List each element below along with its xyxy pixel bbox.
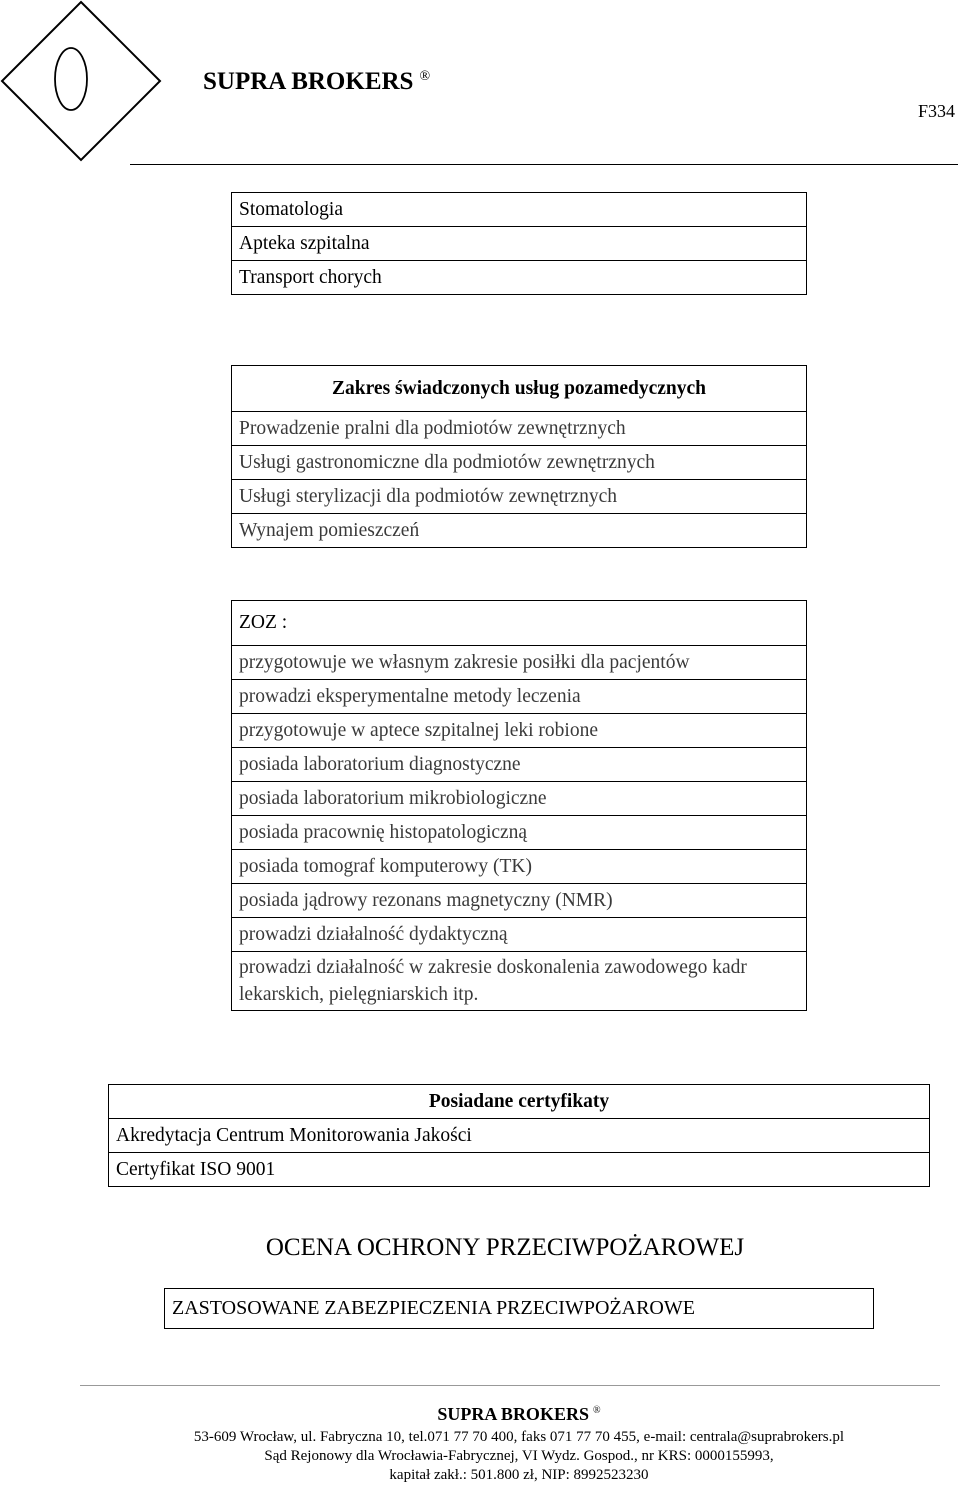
department-row: Apteka szpitalna — [232, 227, 807, 261]
fire-protection-subtitle: ZASTOSOWANE ZABEZPIECZENIA PRZECIWPOŻAROWE — [165, 1289, 874, 1329]
department-row: Transport chorych — [232, 261, 807, 295]
company-logo — [0, 0, 162, 162]
service-row: Usługi sterylizacji dla podmiotów zewnętrznych — [232, 480, 807, 514]
registered-mark: ® — [592, 1405, 601, 1416]
zoz-table — [231, 600, 807, 1011]
registered-mark: ® — [419, 68, 431, 84]
service-row: Usługi gastronomiczne dla podmiotów zewnętrznych — [232, 446, 807, 480]
service-row: Wynajem pomieszczeń — [232, 514, 807, 548]
zoz-row: przygotowuje we własnym zakresie posiłki dla pacjentów — [232, 646, 807, 680]
zoz-row: przygotowuje w aptece szpitalnej leki robione — [232, 714, 807, 748]
certificates-table — [108, 1084, 930, 1187]
footer-registry: Sąd Rejonowy dla Wrocławia-Fabrycznej, VI Wydz. Gospod., nr KRS: 0000155993, — [264, 1448, 774, 1464]
zoz-row: prowadzi działalność dydaktyczną — [232, 918, 807, 952]
zoz-row: posiada jądrowy rezonans magnetyczny (NMR) — [232, 884, 807, 918]
non-medical-services-table — [231, 365, 807, 548]
section-title: Posiadane certyfikaty — [109, 1085, 930, 1119]
fire-protection-title: OCENA OCHRONY PRZECIWPOŻAROWEJ — [265, 1234, 745, 1261]
fire-protection-subtitle-box — [164, 1288, 874, 1329]
header-divider — [130, 164, 958, 165]
zoz-row: posiada pracownię histopatologiczną — [232, 816, 807, 850]
zoz-row: prowadzi działalność w zakresie doskonalenia zawodowego kadr lekarskich, pielęgniarskich itp. — [232, 952, 807, 1011]
zoz-row: posiada tomograf komputerowy (TK) — [232, 850, 807, 884]
section-title: ZOZ : — [232, 601, 807, 646]
departments-table — [231, 192, 807, 295]
document-code: F334 — [918, 101, 956, 121]
footer-address: 53-609 Wrocław, ul. Fabryczna 10, tel.071 77 70 400, faks 071 77 70 455, e-mail: centrala@suprabrokers.pl — [193, 1429, 845, 1445]
footer-capital: kapitał zakł.: 501.800 zł, NIP: 8992523230 — [389, 1467, 649, 1483]
certificate-row: Certyfikat ISO 9001 — [109, 1153, 930, 1187]
service-row: Prowadzenie pralni dla podmiotów zewnętrznych — [232, 412, 807, 446]
zoz-row: posiada laboratorium diagnostyczne — [232, 748, 807, 782]
footer-brand: SUPRA BROKERS ® — [437, 1404, 601, 1424]
zoz-row: prowadzi eksperymentalne metody leczenia — [232, 680, 807, 714]
certificate-row: Akredytacja Centrum Monitorowania Jakości — [109, 1119, 930, 1153]
header-brand: SUPRA BROKERS ® — [203, 68, 431, 95]
zoz-row: posiada laboratorium mikrobiologiczne — [232, 782, 807, 816]
department-row: Stomatologia — [232, 193, 807, 227]
footer-divider — [80, 1385, 940, 1386]
section-title: Zakres świadczonych usług pozamedycznych — [232, 366, 807, 412]
